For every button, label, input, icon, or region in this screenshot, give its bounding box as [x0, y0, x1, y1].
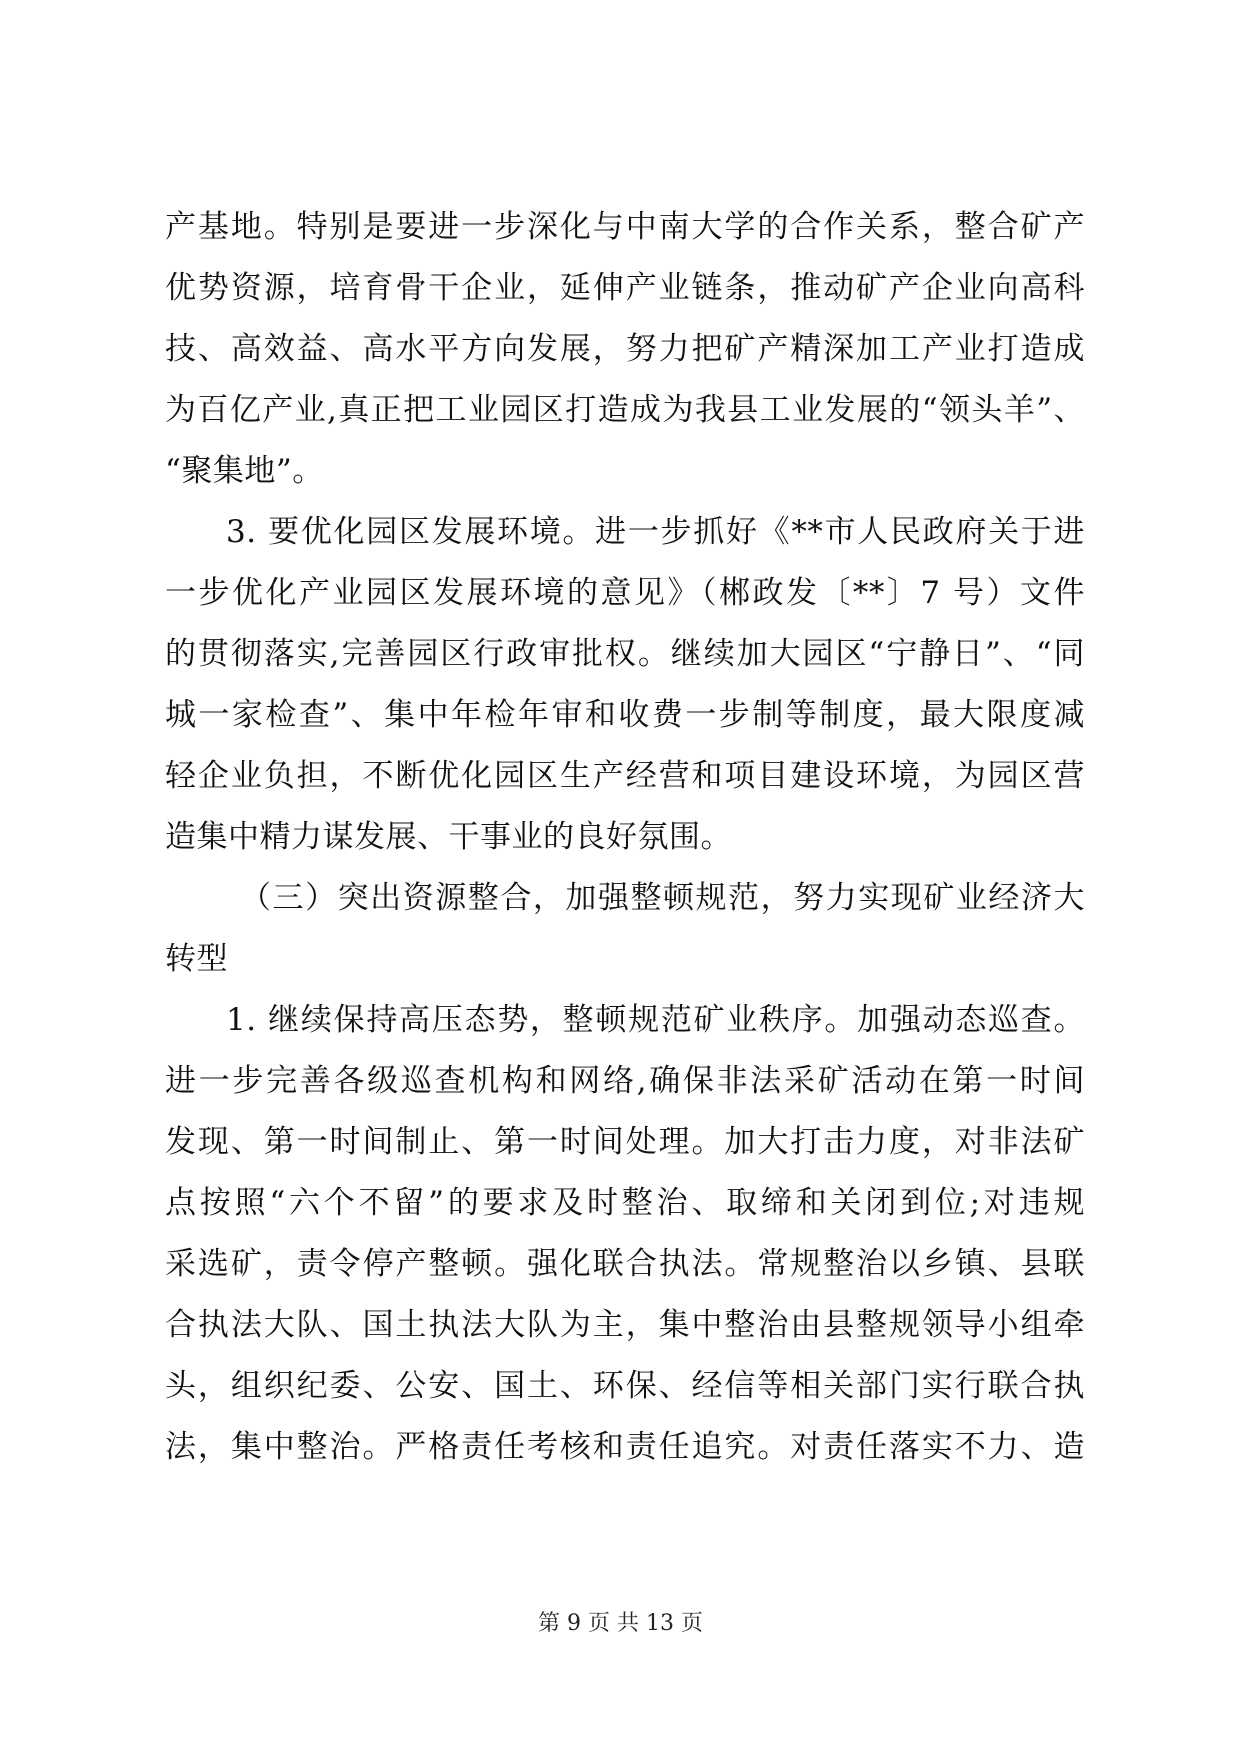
- text-line: 头，组织纪委、公安、国土、环保、经信等相关部门实行联合执: [165, 1368, 1085, 1404]
- text-line: 优势资源，培育骨干企业，延伸产业链条，推动矿产企业向高科: [165, 270, 1085, 306]
- text-line: 造集中精力谋发展、干事业的良好氛围。: [165, 819, 732, 855]
- page-number-footer: 第 9 页 共 13 页: [538, 1611, 703, 1636]
- text-line: “聚集地”。: [165, 453, 324, 489]
- text-line: 发现、第一时间制止、第一时间处理。加大打击力度，对非法矿: [165, 1124, 1085, 1160]
- text-line: 进一步完善各级巡查机构和网络,确保非法采矿活动在第一时间: [165, 1063, 1085, 1099]
- text-line: 一步优化产业园区发展环境的意见》（郴政发〔**〕7 号）文件: [165, 575, 1085, 611]
- section-heading-continued: 转型: [165, 941, 228, 977]
- section-heading: （三）突出资源整合，加强整顿规范，努力实现矿业经济大: [240, 880, 1085, 916]
- text-line: 点按照“六个不留”的要求及时整治、取缔和关闭到位;对违规: [165, 1185, 1085, 1221]
- text-line: 的贯彻落实,完善园区行政审批权。继续加大园区“宁静日”、“同: [165, 636, 1085, 672]
- text-line: 城一家检查”、集中年检年审和收费一步制等制度，最大限度减: [165, 697, 1085, 733]
- paragraph-heading-3: 3. 要优化园区发展环境。进一步抓好《**市人民政府关于进: [226, 514, 1085, 550]
- text-line: 法，集中整治。严格责任考核和责任追究。对责任落实不力、造: [165, 1429, 1085, 1465]
- text-line: 采选矿，责令停产整顿。强化联合执法。常规整治以乡镇、县联: [165, 1246, 1085, 1282]
- text-line: 技、高效益、高水平方向发展，努力把矿产精深加工产业打造成: [165, 331, 1085, 367]
- text-line: 合执法大队、国土执法大队为主，集中整治由县整规领导小组牵: [165, 1307, 1085, 1343]
- text-line: 轻企业负担，不断优化园区生产经营和项目建设环境，为园区营: [165, 758, 1085, 794]
- paragraph-heading-1: 1. 继续保持高压态势，整顿规范矿业秩序。加强动态巡查。: [226, 1002, 1085, 1038]
- text-line: 为百亿产业,真正把工业园区打造成为我县工业发展的“领头羊”、: [165, 392, 1085, 428]
- text-line: 产基地。特别是要进一步深化与中南大学的合作关系，整合矿产: [165, 209, 1085, 245]
